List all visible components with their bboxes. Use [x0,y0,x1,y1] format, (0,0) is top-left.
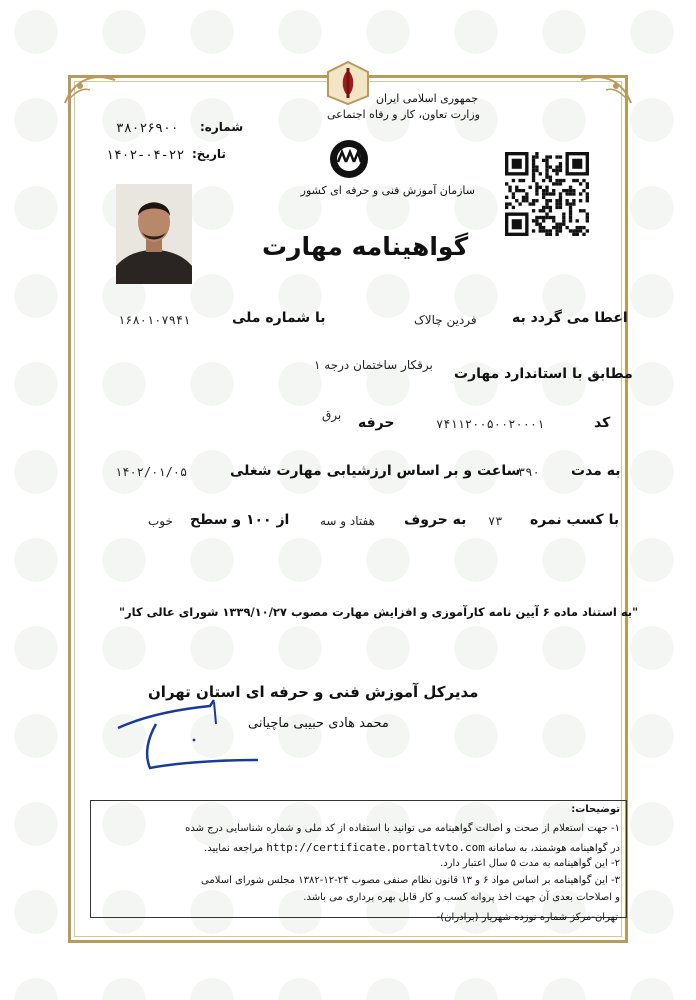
signatory-name: محمد هادی حبیبی ماچیانی [248,716,389,731]
date-value: ۱۴۰۲-۰۴-۲۲ [106,148,185,163]
signatory-title: مدیرکل آموزش فنی و حرفه ای استان تهران [148,683,479,701]
note-line-5: و اصلاحات بعدی آن جهت اخذ پروانه کسب و کار قابل بهره برداری می باشد. [303,892,620,903]
code-value: ۷۴۱۱۲۰۰۵۰۰۲۰۰۰۱ [436,417,545,431]
score-max-label: از ۱۰۰ و سطح [190,512,290,528]
watermark-icon [630,450,674,494]
watermark-icon [14,274,58,318]
org-tvto: سازمان آموزش فنی و حرفه ای کشور [300,184,475,197]
watermark-icon [630,714,674,758]
standard-label: مطابق با استاندارد مهارت [454,366,633,382]
score-value: ۷۳ [488,514,503,528]
evaluation-date: ۱۴۰۲/۰۱/۰۵ [115,465,188,479]
duration-value: ۳۹۰ [518,465,540,479]
regulation-statement: "به استناد ماده ۶ آیین نامه کارآموزی و افزایش مهارت مصوب ۱۳۳۹/۱۰/۲۷ شورای عالی کار" [119,605,639,619]
date-label: تاریخ: [192,147,226,161]
certificate-url-link[interactable]: http://certificate.portaltvto.com [266,841,485,854]
level-value: خوب [148,514,173,528]
watermark-icon [190,10,234,54]
watermark-icon [14,714,58,758]
qr-code-icon [505,152,589,236]
watermark-icon [14,362,58,406]
note-line-2b: مراجعه نمایید. [204,843,264,854]
watermark-icon [14,538,58,582]
code-label: کد [594,415,611,431]
watermark-icon [366,10,410,54]
watermark-icon [102,978,146,1000]
watermark-icon [14,890,58,934]
watermark-icon [102,10,146,54]
watermark-icon [454,978,498,1000]
note-line-2a: در گواهینامه هوشمند، به سامانه [488,843,620,854]
watermark-icon [630,890,674,934]
signature-mark [110,688,270,778]
watermark-icon [14,626,58,670]
portrait-photo [116,184,192,284]
watermark-icon [542,10,586,54]
trade-label: حرفه [358,415,395,431]
duration-label: به مدت [571,463,621,479]
emblem-icon [323,60,373,106]
watermark-icon [630,186,674,230]
note-line-3: ۲- این گواهینامه به مدت ۵ سال اعتبار دارد. [440,858,620,869]
note-line-1: ۱- جهت استعلام از صحت و اصالت گواهینامه می توانید با استفاده از کد ملی و شماره شناسایی درج شده [185,823,620,834]
note-line-4: ۳- این گواهینامه بر اساس مواد ۶ و ۱۳ قانون نظام صنفی مصوب ۲۴-۱۲-۱۳۸۲ مجلس شورای اسلامی [201,875,620,886]
hours-label: ساعت و بر اساس ارزشیابی مهارت شغلی [230,463,521,479]
granted-label: اعطا می گردد به [512,310,628,326]
granted-value: فردین چالاک [414,313,477,327]
national-id-label: با شماره ملی [232,310,326,326]
watermark-icon [630,978,674,1000]
org-ministry: وزارت تعاون، کار و رفاه اجتماعی [326,108,480,121]
score-label: با کسب نمره [530,512,620,528]
watermark-icon [14,802,58,846]
score-words-value: هفتاد و سه [320,514,375,528]
standard-value: برقکار ساختمان درجه ۱ [314,358,433,372]
watermark-icon [630,538,674,582]
watermark-icon [630,626,674,670]
notes-box [90,800,627,918]
score-words-label: به حروف [404,512,467,528]
trade-value: برق [322,408,342,422]
center-footer: تهران-مرکز شماره نوزده شهریار (برادران)- [436,912,618,923]
watermark-icon [14,186,58,230]
watermark-icon [278,978,322,1000]
watermark-icon [542,978,586,1000]
org-country: جمهوری اسلامی ایران [375,92,478,105]
watermark-icon [630,362,674,406]
certificate-title: گواهینامه مهارت [262,232,469,261]
corner-ornament-icon [60,68,120,108]
note-line-2 [204,841,620,854]
watermark-icon [14,450,58,494]
watermark-icon [630,274,674,318]
corner-ornament-icon [576,68,636,108]
tvto-logo-icon [326,138,372,180]
watermark-icon [278,10,322,54]
watermark-icon [630,98,674,142]
number-value: ۳۸۰۲۶۹۰۰ [116,121,179,136]
watermark-icon [14,10,58,54]
watermark-icon [454,10,498,54]
notes-heading: توضیحات: [571,804,620,815]
watermark-icon [630,10,674,54]
watermark-icon [366,978,410,1000]
national-id-value: ۱۶۸۰۱۰۷۹۴۱ [118,313,191,327]
watermark-icon [190,978,234,1000]
watermark-icon [630,802,674,846]
watermark-icon [14,98,58,142]
watermark-icon [14,978,58,1000]
number-label: شماره: [200,120,244,134]
